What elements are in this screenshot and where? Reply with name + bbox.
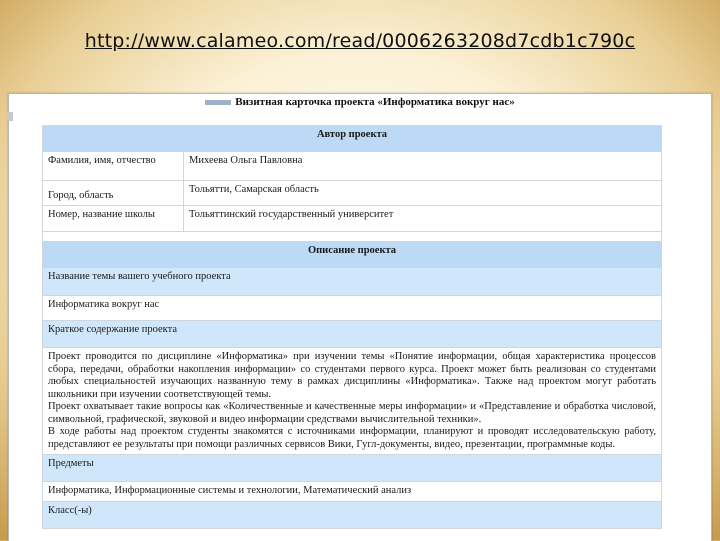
author-section-header: Автор проекта bbox=[43, 126, 662, 152]
section-spacer bbox=[43, 232, 662, 242]
document-icon bbox=[205, 100, 231, 105]
author-header-row bbox=[43, 126, 662, 152]
summary-paragraph: Проект проводится по дисциплине «Информатика» при изучении темы «Понятие информации, общая характеристика процессов сбора, передачи, обработки накопления информации» со студентами первого курса. Проект может быть реализован со студентами любых специальностей изучающих названную тему в рамках дисциплины «Информатика». Также над проектом могут работать школьники при изучении соответствующей темы. bbox=[48, 351, 656, 400]
author-fio-row bbox=[43, 152, 662, 181]
project-section-header: Описание проекта bbox=[43, 242, 662, 268]
project-header-row bbox=[43, 242, 662, 268]
city-label: Город, область bbox=[43, 181, 184, 206]
fio-label: Фамилия, имя, отчество bbox=[43, 152, 184, 181]
summary-text bbox=[43, 348, 662, 455]
subjects-label: Предметы bbox=[43, 455, 662, 482]
topic-label: Название темы вашего учебного проекта bbox=[43, 268, 662, 296]
author-school-row bbox=[43, 206, 662, 232]
subjects-value: Информатика, Информационные системы и технологии, Математический анализ bbox=[43, 482, 662, 502]
document-page bbox=[8, 93, 712, 541]
school-value: Тольяттинский государственный университет bbox=[184, 206, 662, 232]
document-title-text: Визитная карточка проекта «Информатика вокруг нас» bbox=[235, 96, 515, 108]
summary-label: Краткое содержание проекта bbox=[43, 321, 662, 348]
class-label: Класс(-ы) bbox=[43, 502, 662, 529]
document-title bbox=[9, 96, 711, 108]
page-edge-marker bbox=[7, 112, 13, 121]
city-value: Тольятти, Самарская область bbox=[184, 181, 662, 206]
school-label: Номер, название школы bbox=[43, 206, 184, 232]
author-city-row bbox=[43, 181, 662, 206]
project-card-table bbox=[42, 125, 662, 529]
topic-value: Информатика вокруг нас bbox=[43, 296, 662, 321]
presentation-url-link[interactable]: http://www.calameo.com/read/0006263208d7cdb1c790c bbox=[84, 30, 636, 52]
summary-paragraph: Проект охватывает такие вопросы как «Количественные и качественные меры информации» и «Представление и обработка числовой, символьной, графической, звуковой и видео информации средствами вычислительной техники». bbox=[48, 401, 656, 425]
summary-paragraph: В ходе работы над проектом студенты знакомятся с источниками информации, планируют и проводят исследовательскую работу, представляют ее результаты при помощи различных сервисов Вики, Гугл-документы, видео, презентации, программные коды. bbox=[48, 426, 656, 450]
fio-value: Михеева Ольга Павловна bbox=[184, 152, 662, 181]
